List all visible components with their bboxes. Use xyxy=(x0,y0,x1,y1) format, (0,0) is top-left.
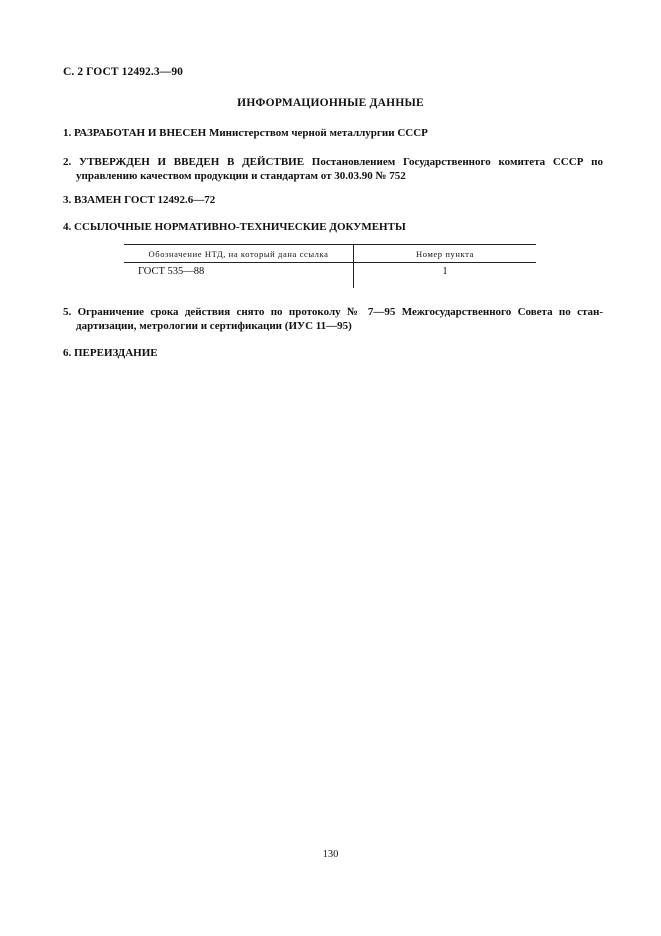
item-references: 4. ССЫЛОЧНЫЕ НОРМАТИВНО-ТЕХНИЧЕСКИЕ ДОКУМЕНТЫ xyxy=(63,221,406,233)
item-approved xyxy=(63,155,603,183)
column-header-clause: Номер пункта xyxy=(354,245,537,263)
reference-table xyxy=(124,244,536,288)
table-header-row xyxy=(124,245,536,263)
item-developed: 1. РАЗРАБОТАН И ВНЕСЕН Министерством черной металлургии СССР xyxy=(63,127,428,139)
section-title: ИНФОРМАЦИОННЫЕ ДАННЫЕ xyxy=(237,97,424,109)
item-approved-line2: управлению качеством продукции и стандартам от 30.03.90 № 752 xyxy=(76,170,406,182)
page-header: С. 2 ГОСТ 12492.3—90 xyxy=(63,66,184,78)
cell-document: ГОСТ 535—88 xyxy=(124,263,354,289)
item-term-limit-line2: дартизации, метрологии и сертификации (ИУС 11—95) xyxy=(76,320,352,332)
item-reissue: 6. ПЕРЕИЗДАНИЕ xyxy=(63,347,158,359)
cell-clause: 1 xyxy=(442,266,448,277)
column-header-document: Обозначение НТД, на который дана ссылка xyxy=(124,245,354,263)
item-approved-line1: 2. УТВЕРЖДЕН И ВВЕДЕН В ДЕЙСТВИЕ Постановлением Государственного комитета СССР по xyxy=(63,156,603,168)
page-number: 130 xyxy=(322,849,339,860)
item-term-limit-line1: 5. Ограничение срока действия снято по протоколу № 7—95 Межгосударственного Совета по стан- xyxy=(63,306,603,318)
item-replaces: 3. ВЗАМЕН ГОСТ 12492.6—72 xyxy=(63,194,216,206)
table-row xyxy=(124,263,536,289)
item-term-limit xyxy=(63,305,603,333)
